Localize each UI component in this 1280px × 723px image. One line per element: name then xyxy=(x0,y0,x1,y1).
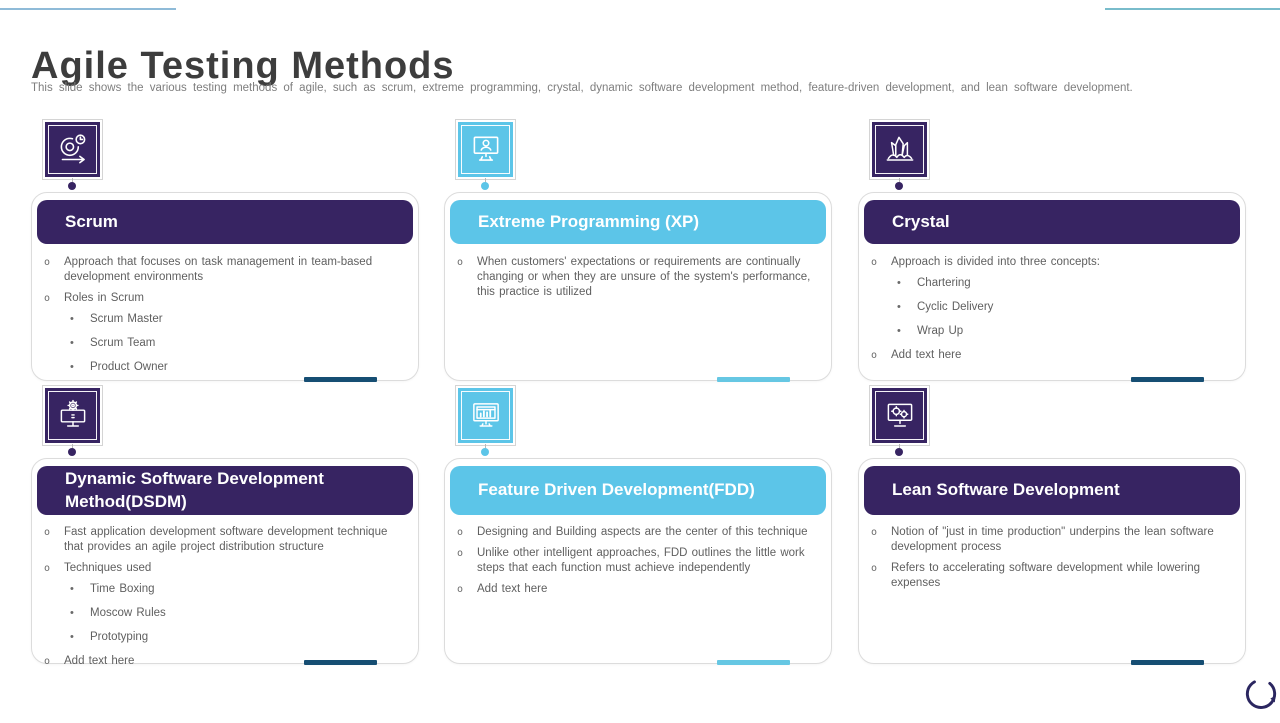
card-accent-bar xyxy=(1131,377,1204,382)
bullet-item xyxy=(70,630,404,645)
card-fdd xyxy=(444,458,832,664)
bullet-item xyxy=(869,561,1231,591)
connector-dot xyxy=(481,182,489,190)
card-title-lean: Lean Software Development xyxy=(864,466,1240,515)
bullet-item xyxy=(42,561,404,576)
bullet-text: Prototyping xyxy=(90,631,149,643)
bullet-text: Techniques used xyxy=(64,562,152,574)
bullet-marker: o xyxy=(870,350,878,361)
bullet-item xyxy=(455,525,817,540)
bullet-marker: • xyxy=(70,337,74,349)
bullet-marker: o xyxy=(43,293,51,304)
bullet-item xyxy=(70,606,404,621)
bullet-item xyxy=(42,255,404,285)
bullet-text: Refers to accelerating software development while lowering expenses xyxy=(891,562,1200,589)
monitor-user-icon xyxy=(458,122,513,177)
slide-subtitle: This slide shows the various testing methods of agile, such as scrum, extreme programming, crystal, dynamic software development method, feature-driven development, and lean software development. xyxy=(31,82,1133,94)
bullet-text: Designing and Building aspects are the center of this technique xyxy=(477,526,808,538)
bullet-item xyxy=(70,582,404,597)
bullet-item xyxy=(897,324,1231,339)
bullet-item xyxy=(455,255,817,300)
bullet-text: Product Owner xyxy=(90,361,168,373)
card-group-fdd xyxy=(444,388,832,668)
bullet-text: Unlike other intelligent approaches, FDD outlines the little work steps that each function must achieve independently xyxy=(477,547,805,574)
card-group-dsdm xyxy=(31,388,419,668)
card-accent-bar xyxy=(304,377,377,382)
card-dsdm xyxy=(31,458,419,667)
bullet-item xyxy=(42,291,404,306)
card-title-fdd: Feature Driven Development(FDD) xyxy=(450,466,826,515)
bullet-text: Time Boxing xyxy=(90,583,155,595)
bullet-text: Moscow Rules xyxy=(90,607,166,619)
card-bullets xyxy=(42,525,404,675)
card-accent-bar xyxy=(304,660,377,665)
monitor-gear-icon xyxy=(45,388,100,443)
bullet-item xyxy=(455,582,817,597)
bullet-text: Roles in Scrum xyxy=(64,292,144,304)
bullet-marker: • xyxy=(70,607,74,619)
card-bullets xyxy=(455,255,817,306)
bullet-item xyxy=(42,525,404,555)
card-title-xp: Extreme Programming (XP) xyxy=(450,200,826,244)
bullet-text: Add text here xyxy=(64,655,135,667)
bullet-text: Chartering xyxy=(917,277,971,289)
card-accent-bar xyxy=(717,377,790,382)
bullet-item xyxy=(869,255,1231,270)
bullet-marker: o xyxy=(456,584,464,595)
monitor-gears-icon xyxy=(872,388,927,443)
card-scrum xyxy=(31,192,419,381)
card-accent-bar xyxy=(717,660,790,665)
bullet-marker: • xyxy=(897,277,901,289)
card-bullets xyxy=(42,255,404,384)
bullet-item xyxy=(70,360,404,375)
bullet-item xyxy=(70,312,404,327)
card-group-crystal xyxy=(858,122,1246,382)
bullet-marker: • xyxy=(70,583,74,595)
top-accent-line-right xyxy=(1105,8,1280,10)
bullet-marker: o xyxy=(456,548,464,559)
bullet-marker: • xyxy=(897,325,901,337)
bullet-text: Add text here xyxy=(891,349,962,361)
card-title-dsdm: Dynamic Software Development Method(DSDM) xyxy=(37,466,413,515)
connector-dot xyxy=(68,182,76,190)
scrum-sprint-icon xyxy=(45,122,100,177)
connector-dot xyxy=(895,182,903,190)
card-title-crystal: Crystal xyxy=(864,200,1240,244)
bullet-text: Add text here xyxy=(477,583,548,595)
card-lean xyxy=(858,458,1246,664)
bullet-item xyxy=(455,546,817,576)
page-title: Agile Testing Methods xyxy=(31,45,455,88)
bullet-marker: o xyxy=(456,527,464,538)
bullet-marker: o xyxy=(43,257,51,268)
connector-dot xyxy=(895,448,903,456)
bullet-text: Scrum Team xyxy=(90,337,156,349)
top-accent-line-left xyxy=(0,8,176,10)
bullet-marker: • xyxy=(70,313,74,325)
card-title-scrum: Scrum xyxy=(37,200,413,244)
card-bullets xyxy=(869,525,1231,597)
refresh-arrow-icon xyxy=(1240,676,1280,723)
bullet-text: Approach that focuses on task management in team-based development environments xyxy=(64,256,373,283)
bullet-item xyxy=(869,348,1231,363)
card-bullets xyxy=(869,255,1231,369)
bullet-item xyxy=(897,276,1231,291)
bullet-text: Notion of "just in time production" underpins the lean software development process xyxy=(891,526,1214,553)
bullet-item xyxy=(70,336,404,351)
bullet-marker: o xyxy=(43,563,51,574)
card-group-xp xyxy=(444,122,832,382)
card-bullets xyxy=(455,525,817,603)
bullet-text: When customers' expectations or requirements are continually changing or when they are unsure of the system's performance, this practice is utilized xyxy=(477,256,811,298)
bullet-item xyxy=(869,525,1231,555)
card-group-scrum xyxy=(31,122,419,382)
monitor-chart-icon xyxy=(458,388,513,443)
card-accent-bar xyxy=(1131,660,1204,665)
card-group-lean xyxy=(858,388,1246,668)
bullet-marker: o xyxy=(870,563,878,574)
bullet-marker: • xyxy=(70,361,74,373)
bullet-text: Scrum Master xyxy=(90,313,163,325)
bullet-marker: • xyxy=(70,631,74,643)
bullet-marker: o xyxy=(870,527,878,538)
bullet-text: Approach is divided into three concepts: xyxy=(891,256,1100,268)
bullet-item xyxy=(897,300,1231,315)
bullet-marker: o xyxy=(43,527,51,538)
bullet-text: Fast application development software development technique that provides an agile project distribution structure xyxy=(64,526,388,553)
bullet-marker: o xyxy=(456,257,464,268)
card-crystal xyxy=(858,192,1246,381)
bullet-marker: o xyxy=(43,656,51,667)
crystal-icon xyxy=(872,122,927,177)
card-xp xyxy=(444,192,832,381)
connector-dot xyxy=(481,448,489,456)
bullet-text: Wrap Up xyxy=(917,325,964,337)
connector-dot xyxy=(68,448,76,456)
bullet-marker: • xyxy=(897,301,901,313)
bullet-text: Cyclic Delivery xyxy=(917,301,994,313)
bullet-marker: o xyxy=(870,257,878,268)
